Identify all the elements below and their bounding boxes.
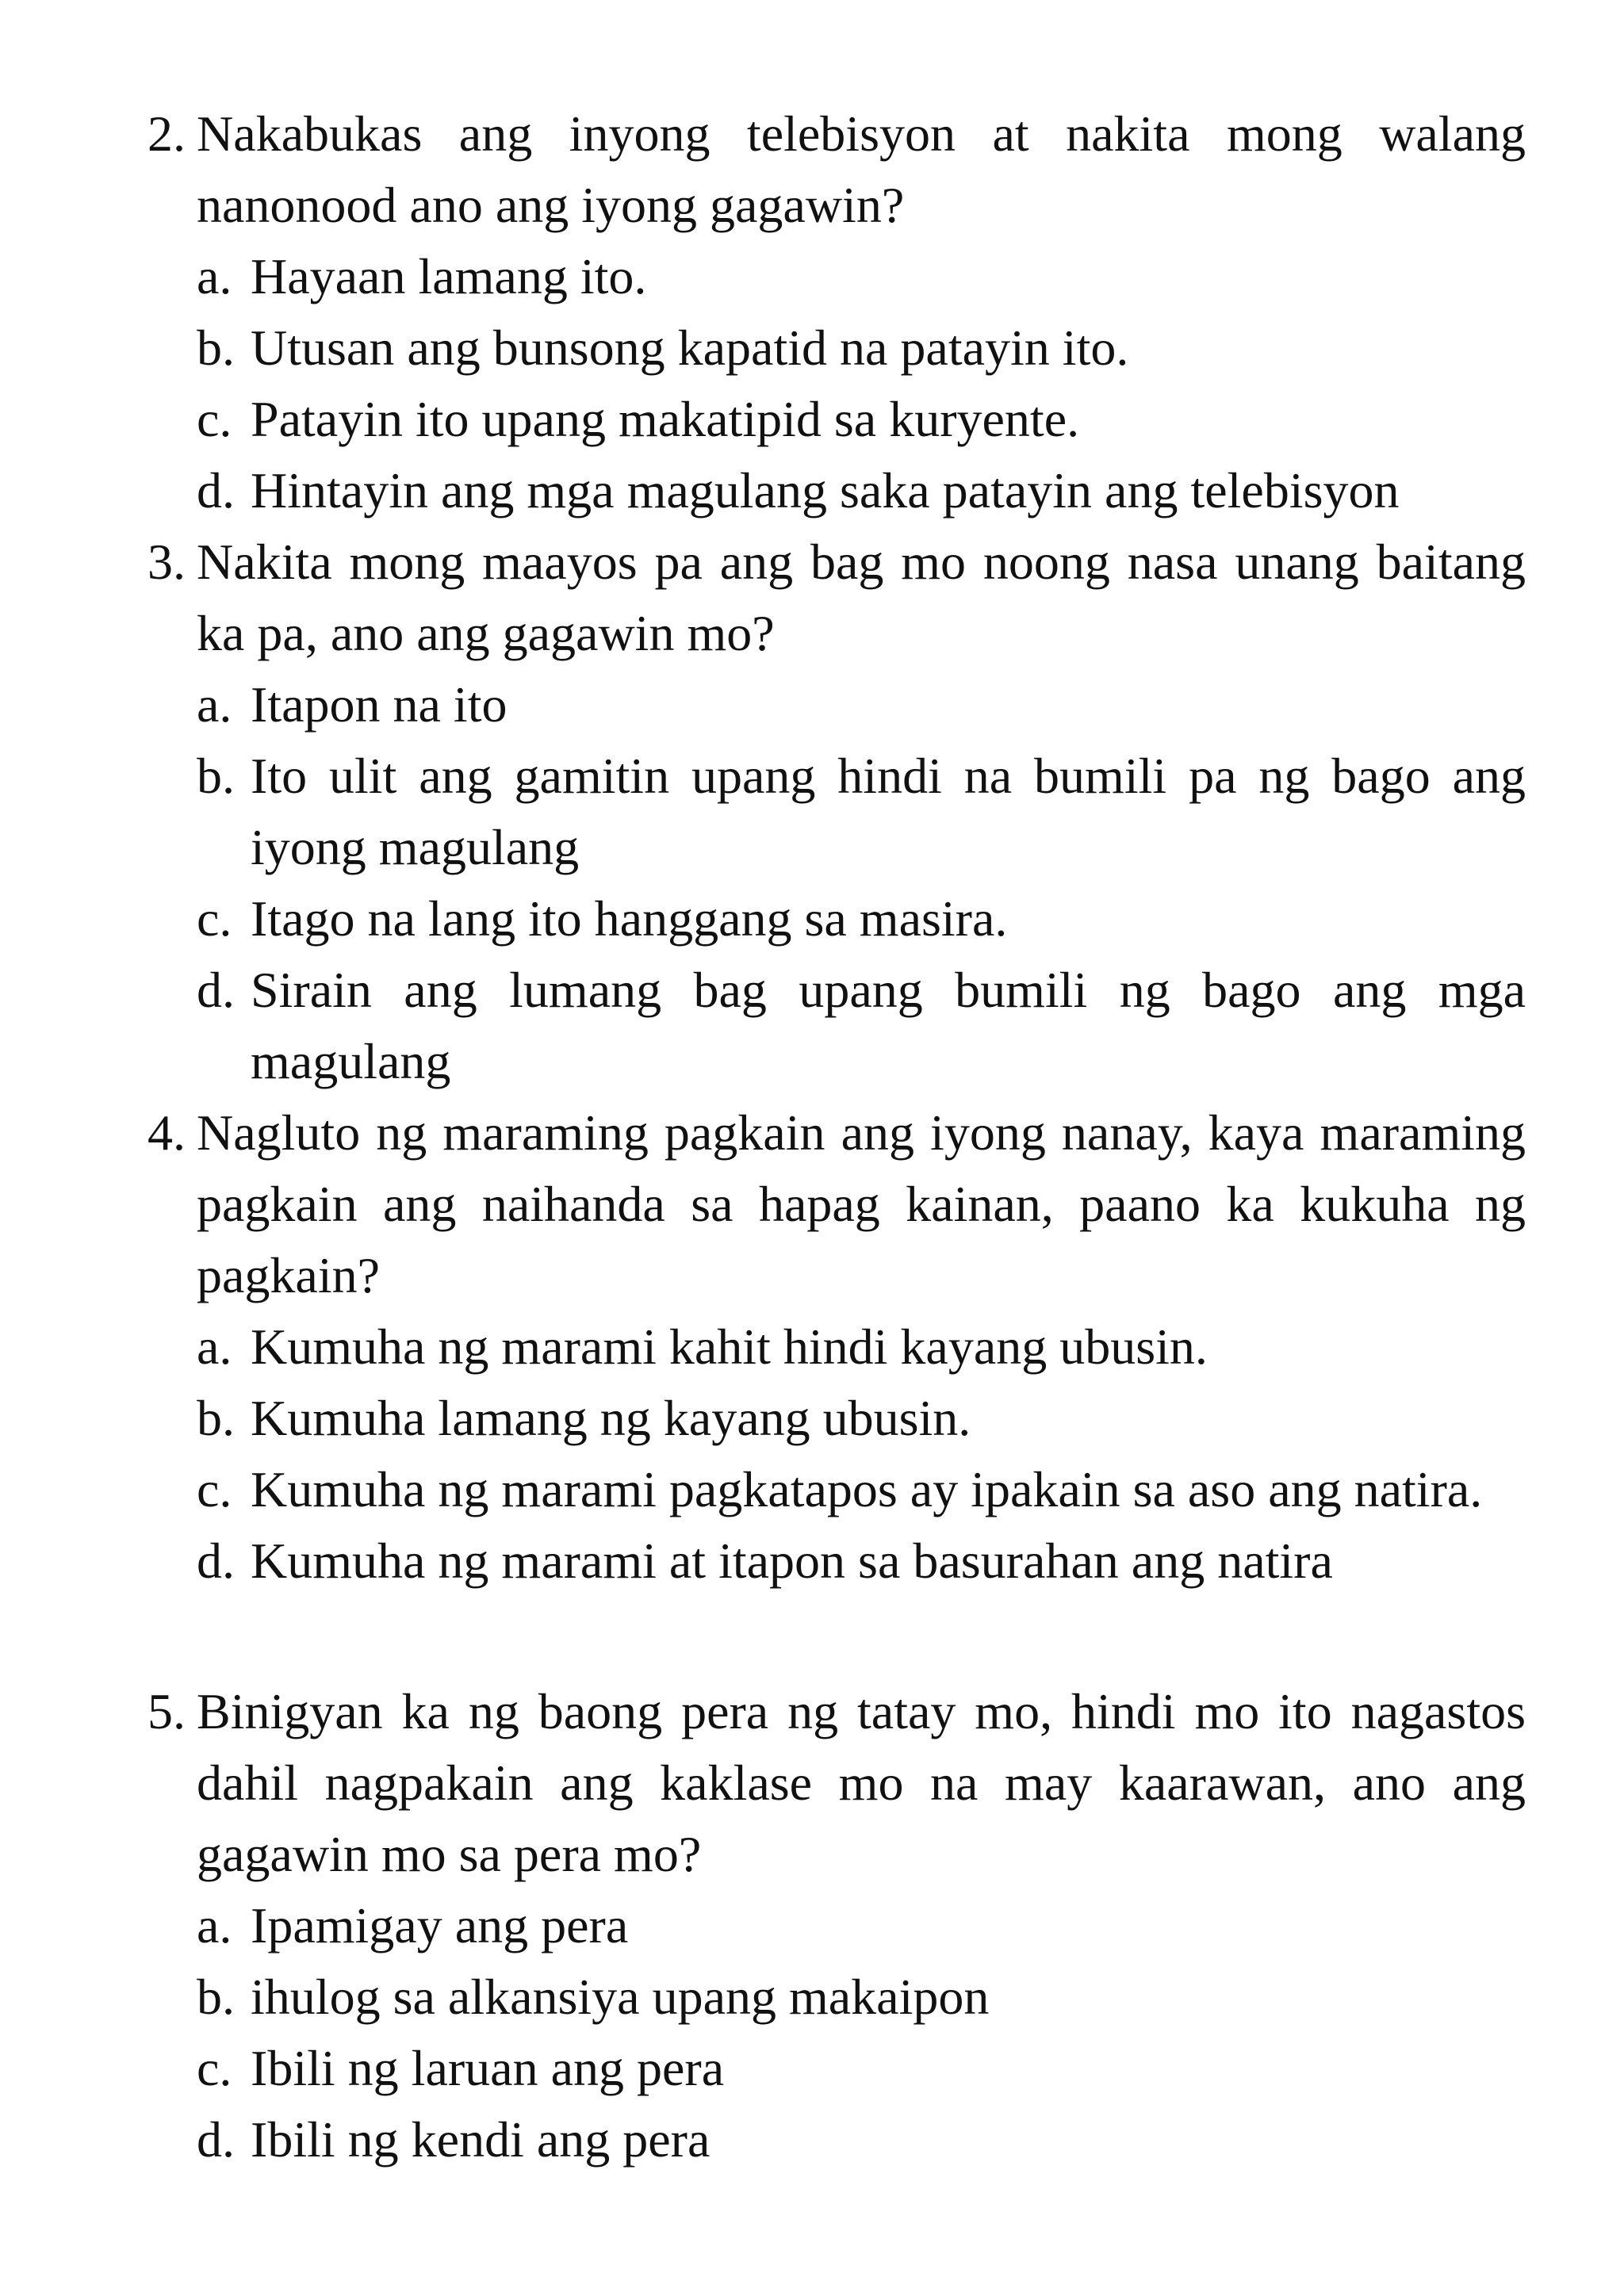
- option-text: Ipamigay ang pera: [251, 1897, 629, 1954]
- question-number: 5.: [147, 1683, 186, 1739]
- option-text: Kumuha lamang ng kayang ubusin.: [251, 1390, 971, 1446]
- option-letter: a.: [197, 676, 232, 733]
- option-text: ihulog sa alkansiya upang makaipon: [251, 1969, 990, 2025]
- option-b: [197, 1383, 1526, 1454]
- option-letter: b.: [197, 748, 235, 804]
- option-letter: d.: [197, 1533, 235, 1589]
- option-letter: b.: [197, 1969, 235, 2025]
- option-text: Hintayin ang mga magulang saka patayin ang telebisyon: [251, 462, 1400, 519]
- question-text: Nakita mong maayos pa ang bag mo noong nasa unang baitang ka pa, ano ang gagawin mo?: [197, 534, 1526, 661]
- option-list: [197, 241, 1526, 526]
- option-text: Sirain ang lumang bag upang bumili ng bago ang mga magulang: [251, 962, 1526, 1089]
- option-text: Utusan ang bunsong kapatid na patayin ito.: [251, 320, 1129, 376]
- option-letter: d.: [197, 962, 235, 1018]
- option-text: Itapon na ito: [251, 676, 508, 733]
- option-letter: d.: [197, 462, 235, 519]
- option-list: [197, 1311, 1526, 1597]
- option-c: [197, 883, 1526, 955]
- option-d: [197, 1525, 1526, 1597]
- option-text: Kumuha ng marami kahit hindi kayang ubusin.: [251, 1318, 1208, 1375]
- option-list: [197, 1890, 1526, 2175]
- option-text: Kumuha ng marami at itapon sa basurahan ang natira: [251, 1533, 1333, 1589]
- option-text: Ibili ng laruan ang pera: [251, 2040, 725, 2096]
- option-a: [197, 669, 1526, 740]
- option-letter: b.: [197, 1390, 235, 1446]
- question-text: Binigyan ka ng baong pera ng tatay mo, hindi mo ito nagastos dahil nagpakain ang kaklase mo na may kaarawan, ano ang gagawin mo sa pera mo?: [197, 1683, 1526, 1882]
- option-letter: c.: [197, 2040, 232, 2096]
- option-text: Ibili ng kendi ang pera: [251, 2111, 710, 2168]
- option-list: [197, 669, 1526, 1097]
- question-number: 3.: [147, 534, 186, 590]
- option-a: [197, 1890, 1526, 1961]
- question-number: 4.: [147, 1104, 186, 1161]
- option-letter: a.: [197, 248, 232, 304]
- option-text: Kumuha ng marami pagkatapos ay ipakain sa aso ang natira.: [251, 1461, 1483, 1517]
- option-letter: a.: [197, 1318, 232, 1375]
- option-d: [197, 955, 1526, 1097]
- option-a: [197, 1311, 1526, 1383]
- option-b: [197, 740, 1526, 883]
- question-text: Nakabukas ang inyong telebisyon at nakita mong walang nanonood ano ang iyong gagawin?: [197, 105, 1526, 233]
- option-b: [197, 1961, 1526, 2033]
- option-c: [197, 2033, 1526, 2104]
- option-c: [197, 384, 1526, 455]
- option-text: Patayin ito upang makatipid sa kuryente.: [251, 391, 1080, 447]
- option-text: Hayaan lamang ito.: [251, 248, 647, 304]
- option-d: [197, 2104, 1526, 2175]
- option-letter: b.: [197, 320, 235, 376]
- option-c: [197, 1454, 1526, 1525]
- option-letter: c.: [197, 391, 232, 447]
- question-3: [147, 526, 1526, 1097]
- option-b: [197, 312, 1526, 384]
- option-a: [197, 241, 1526, 312]
- question-2: [147, 98, 1526, 526]
- option-text: Itago na lang ito hanggang sa masira.: [251, 890, 1008, 947]
- option-text: Ito ulit ang gamitin upang hindi na bumili pa ng bago ang iyong magulang: [251, 748, 1526, 875]
- question-5: [147, 1676, 1526, 2175]
- question-4: [147, 1097, 1526, 1597]
- option-d: [197, 455, 1526, 526]
- question-text: Nagluto ng maraming pagkain ang iyong nanay, kaya maraming pagkain ang naihanda sa hapag kainan, paano ka kukuha ng pagkain?: [197, 1104, 1526, 1303]
- option-letter: c.: [197, 1461, 232, 1517]
- option-letter: d.: [197, 2111, 235, 2168]
- option-letter: c.: [197, 890, 232, 947]
- option-letter: a.: [197, 1897, 232, 1954]
- question-number: 2.: [147, 105, 186, 162]
